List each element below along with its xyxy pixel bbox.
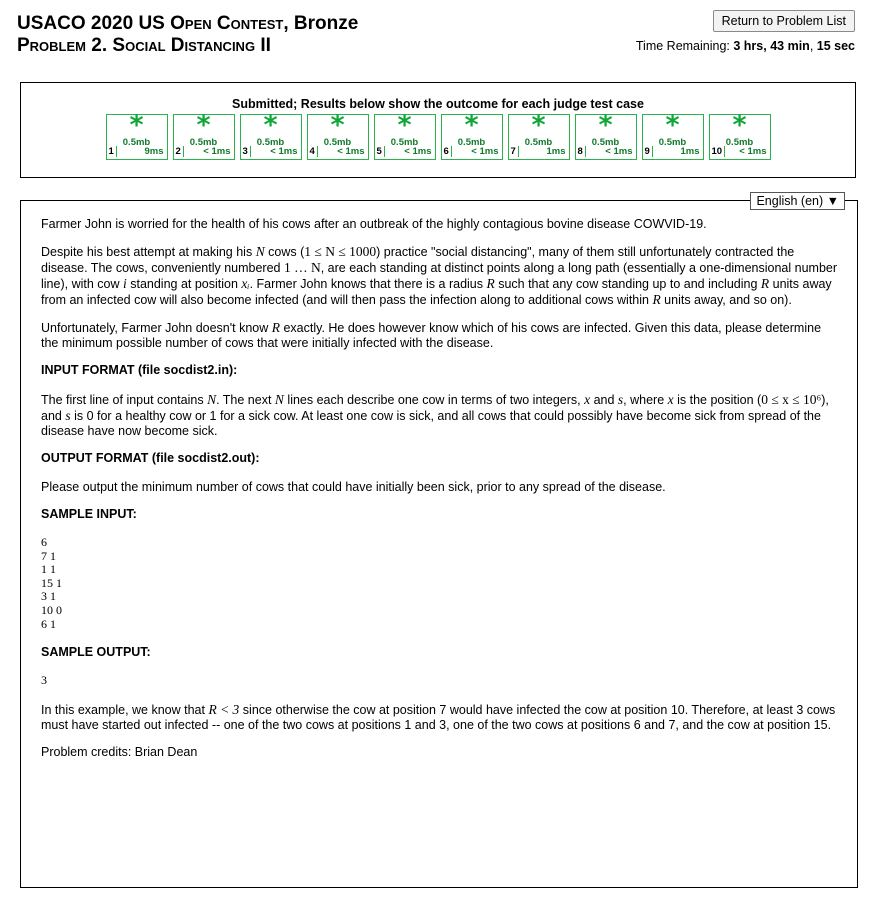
math-R: R [652,292,661,307]
time-remaining-label: Time Remaining: [635,39,734,53]
output-format-paragraph: Please output the minimum number of cows that could have initially been sick, prior to any spread of the disease. [41,480,666,494]
math-R: R [271,320,280,335]
test-case-time: < 1ms [203,146,231,157]
test-case-memory: 0.5mb [725,137,754,148]
test-case-number: 1 [109,146,117,157]
sample-output: 3 [41,673,47,688]
text: ), and [41,393,829,423]
math-R: R < 3 [208,701,240,717]
title-line-2 [17,35,358,57]
time-remaining [636,39,855,53]
output-format-heading: OUTPUT FORMAT (file socdist2.out): [41,451,260,465]
test-case-memory: 0.5mb [256,137,285,148]
text: lines each describe one cow in terms of two integers, [283,393,585,407]
text: is the position ( [673,393,762,407]
text: standing at position [126,277,242,291]
test-case-9[interactable] [642,110,704,160]
test-case-10[interactable] [709,110,771,160]
test-case-status-icon: * [397,110,412,141]
test-case-memory: 0.5mb [658,137,687,148]
statement-paragraph-1: Farmer John is worried for the health of his cows after an outbreak of the highly contagious bovine disease COWVID-19. [41,217,707,231]
test-case-status-icon: * [598,110,613,141]
text: exactly. He does however know which of his cows are infected. Given this data, please determine the minimum possible number of cows that were initially infected with the disease. [41,321,822,350]
test-case-6[interactable] [441,110,503,160]
test-case-status-icon: * [330,110,345,141]
test-case-status-icon: * [263,110,278,141]
header-right [636,10,855,53]
text: . The next [216,393,275,407]
test-case-time: < 1ms [605,146,633,157]
test-case-memory: 0.5mb [591,137,620,148]
text: , are each standing at distinct points along a long path (essentially a one-dimensional number line), with cow [41,261,838,291]
problem-title [17,13,358,57]
language-select[interactable]: English (en) ▼ [750,192,845,210]
test-case-time: < 1ms [739,146,767,157]
math-R: R [760,276,770,291]
text: , where [623,393,668,407]
test-case-time: < 1ms [337,146,365,157]
test-case-number: 7 [511,146,519,157]
sample-input: 6 7 1 1 1 15 1 3 1 10 0 6 1 [41,535,62,631]
text: cows ( [264,245,305,259]
sample-input-heading: SAMPLE INPUT: [41,507,137,521]
test-case-status-icon: * [129,110,144,141]
test-case-status-icon: * [464,110,479,141]
test-case-number: 9 [645,146,653,157]
text: such that any cow standing up to and including [494,277,761,291]
text: ) practice "social distancing", many of them still unfortunately contracted the disease. The cows, conveniently numbered [41,245,795,275]
input-format-heading: INPUT FORMAT (file socdist2.in): [41,363,238,377]
test-case-7[interactable] [508,110,570,160]
title-contest-year: USACO 2020 US [17,13,171,34]
math-x: x [667,392,674,407]
test-case-memory: 0.5mb [122,137,151,148]
math-N: N [207,392,217,407]
math-range: 1 … N [283,260,321,275]
test-case-time: 1ms [680,146,700,157]
title-contest-name: Open Contest, [170,13,294,34]
math-N: N [274,392,284,407]
test-case-time: 9ms [144,146,164,157]
test-case-4[interactable] [307,110,369,160]
explanation-paragraph [41,702,837,733]
test-case-time: < 1ms [270,146,298,157]
text: is 0 for a healthy cow or 1 for a sick cow. At least one cow is sick, and all cows that could possibly have become sick from spread of the disease have now become sick. [41,409,821,438]
math-x: x [584,392,591,407]
problem-statement [20,200,858,888]
test-case-2[interactable] [173,110,235,160]
return-to-problem-list-button[interactable]: Return to Problem List [713,10,855,32]
text: units away from an infected cow will also become infected (and will then pass the infection along to additional cows within [41,277,832,307]
test-case-1[interactable] [106,110,168,160]
time-remaining-seconds: 15 sec [816,39,855,53]
sample-output-heading: SAMPLE OUTPUT: [41,645,151,660]
test-case-memory: 0.5mb [323,137,352,148]
text: The first line of input contains [41,393,208,407]
text: Unfortunately, Farmer John doesn't know [41,321,272,335]
test-case-time: < 1ms [404,146,432,157]
test-case-number: 5 [377,146,385,157]
test-case-list [21,110,855,160]
math-xi: xᵢ [241,276,250,291]
test-case-3[interactable] [240,110,302,160]
test-case-memory: 0.5mb [189,137,218,148]
test-case-status-icon: * [665,110,680,141]
test-case-memory: 0.5mb [457,137,486,148]
time-separator: , [809,39,817,53]
results-panel [20,82,856,178]
test-case-number: 2 [176,146,184,157]
text: since otherwise the cow at position 7 would have infected the cow at position 10. Therefore, at least 3 cows must have started out infected -- one of the two cows at positions 1 and 3, one of the two cows at positions 6 and 7, and the cow at position 15. [41,702,836,732]
test-case-5[interactable] [374,110,436,160]
math-i: i [122,276,127,291]
math-range: 0 ≤ x ≤ 10⁶ [761,392,822,407]
test-case-status-icon: * [196,110,211,141]
test-case-number: 8 [578,146,586,157]
test-case-8[interactable] [575,110,637,160]
math-s: s [617,392,624,407]
test-case-status-icon: * [732,110,747,141]
statement-paragraph-2 [41,244,837,308]
text: units away, and so on). [660,293,792,307]
test-case-number: 3 [243,146,251,157]
math-range: 1 ≤ N ≤ 1000 [304,244,377,259]
test-case-memory: 0.5mb [524,137,553,148]
text: . Farmer John knows that there is a radius [249,277,487,291]
test-case-time: 1ms [546,146,566,157]
problem-credits: Problem credits: Brian Dean [41,744,198,759]
math-R: R [486,276,495,291]
statement-paragraph-3 [41,320,837,351]
math-N: N [255,244,265,259]
test-case-time: < 1ms [471,146,499,157]
title-line-1 [17,13,358,35]
math-s: s [65,408,71,423]
title-problem-name: Problem 2. Social Distancing [17,35,256,56]
title-division: Bronze [293,13,359,34]
test-case-number: 10 [712,146,726,157]
text: Despite his best attempt at making his [41,245,256,259]
test-case-memory: 0.5mb [390,137,419,148]
text: In this example, we know that [41,702,209,717]
results-title: Submitted; Results below show the outcome for each judge test case [232,97,644,111]
test-case-status-icon: * [531,110,546,141]
text: and [590,393,618,407]
title-problem-suffix: II [255,35,271,56]
test-case-number: 6 [444,146,452,157]
time-remaining-value: 3 hrs, 43 min [733,39,810,53]
input-format-paragraph [41,392,837,439]
test-case-number: 4 [310,146,318,157]
